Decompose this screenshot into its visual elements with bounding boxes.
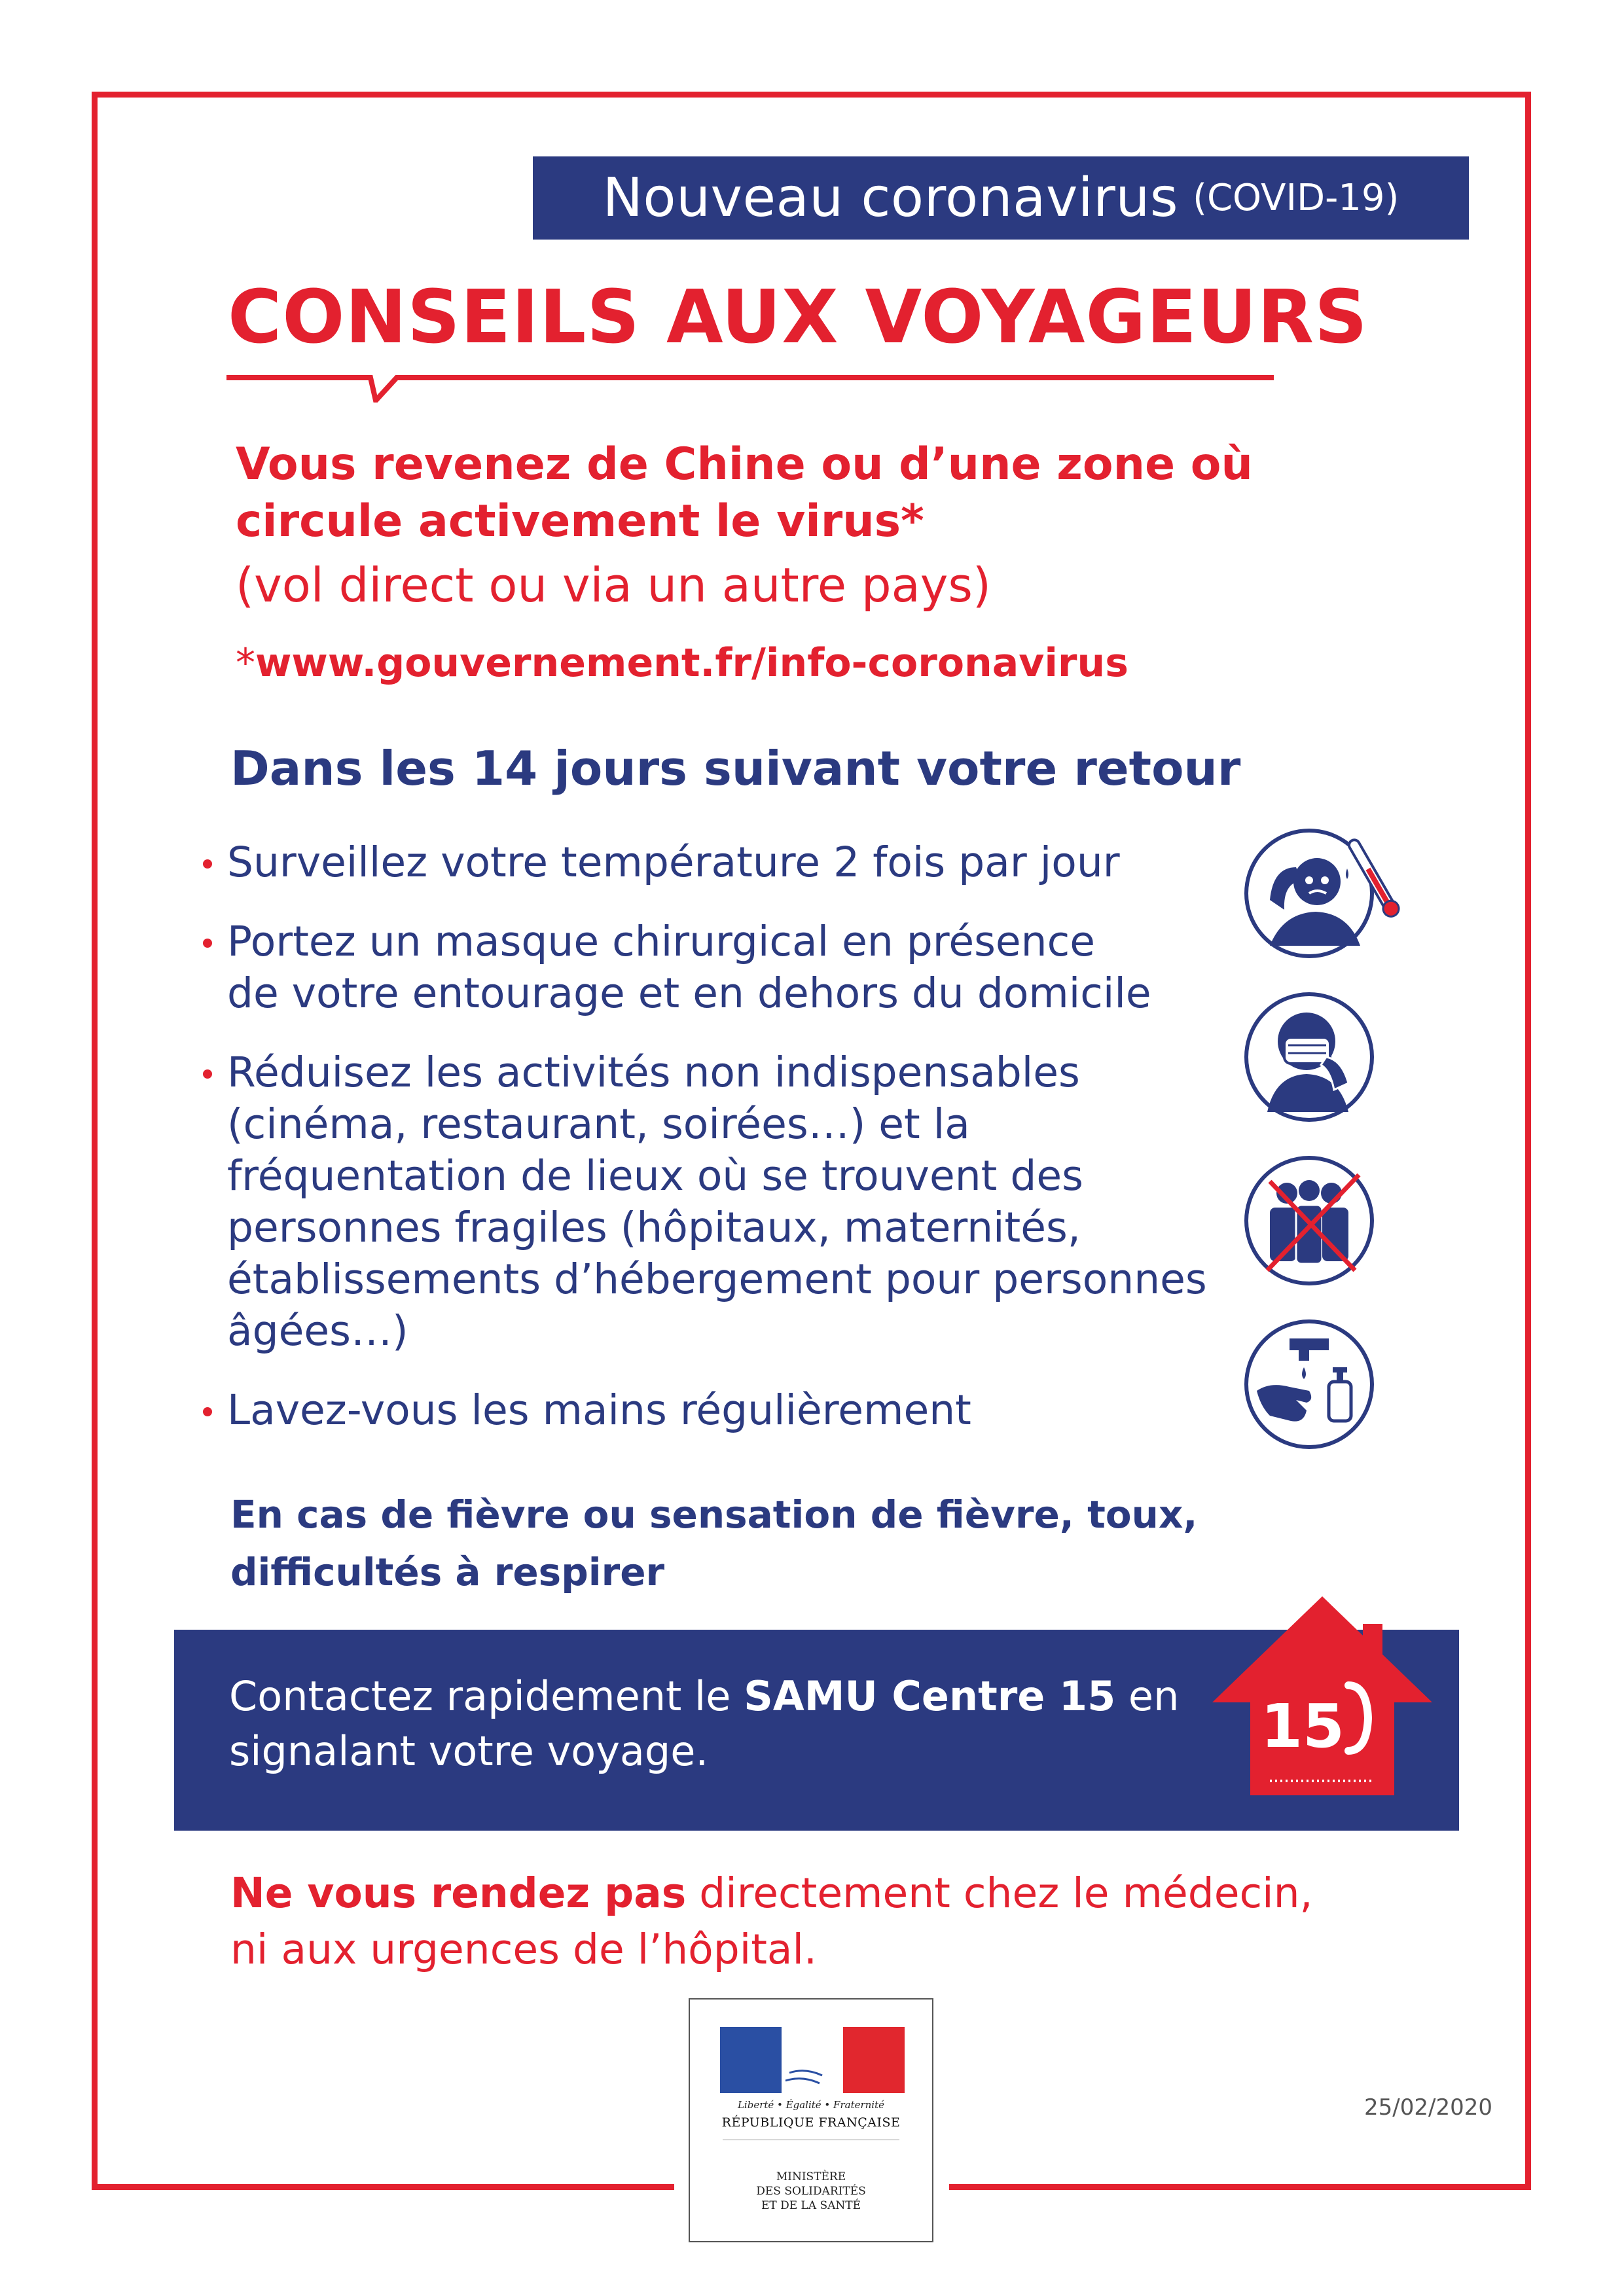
advice-line: Surveillez votre température 2 fois par jour [227,838,1120,886]
warning-line-2: ni aux urgences de l’hôpital. [230,1926,818,1973]
samu-15-badge: 15 [1260,1691,1345,1761]
warning-strong: Ne vous rendez pas [230,1869,687,1917]
advice-line: âgées…) [227,1307,408,1355]
intro-line-2: circule activement le virus* [236,495,924,547]
header-title: Nouveau coronavirus [602,167,1179,229]
marianne-flag-icon [720,2027,905,2093]
advice-line: établissements d’hébergement pour personnes [227,1255,1207,1303]
info-link[interactable]: www.gouvernement.fr/info-coronavirus [255,640,1128,686]
samu-label: SAMU Centre 15 [744,1672,1116,1720]
advice-line: fréquentation de lieux où se trouvent des [227,1152,1083,1200]
page-title: CONSEILS AUX VOYAGEURS [228,275,1368,360]
contact-line-1 [229,1669,1179,1724]
ministry-line-1: MINISTÈRE [776,2170,846,2183]
frame-bottom-right [949,2184,1531,2190]
symptoms-text [230,1486,1197,1601]
advice-line: personnes fragiles (hôpitaux, maternités, [227,1204,1081,1251]
advice-line: Lavez-vous les mains régulièrement [227,1386,971,1434]
bullet-icon [203,939,212,948]
advice-item-temperature [196,836,1244,888]
hand-washing-icon [1244,1319,1375,1450]
contact-text [229,1669,1179,1779]
advice-item-hands [196,1384,1244,1436]
frame-bottom-left [92,2184,674,2190]
ministry-line-3: ET DE LA SANTÉ [761,2199,861,2212]
advice-line: (cinéma, restaurant, soirées…) et la [227,1100,970,1148]
advice-line: Réduisez les activités non indispensables [227,1049,1080,1096]
no-gathering-icon [1244,1155,1375,1286]
header-banner [533,156,1469,240]
ministry-line-2: DES SOLIDARITÉS [756,2185,866,2198]
government-logo [689,1998,933,2242]
frame-top [92,92,1531,98]
contact-prefix: Contactez rapidement le [229,1672,744,1720]
advice-item-mask [196,916,1244,1019]
symptoms-line-2: difficultés à respirer [230,1550,665,1594]
advice-item-activities [196,1047,1244,1357]
info-link-row [236,640,1128,686]
header-subtitle: (COVID-19) [1193,177,1399,219]
intro-note: (vol direct ou via un autre pays) [236,558,991,613]
bullet-icon [203,1069,212,1079]
publication-date: 25/02/2020 [1364,2094,1492,2121]
advice-list [196,836,1244,1463]
contact-line-2: signalant votre voyage. [229,1727,709,1775]
logo-ministry [690,2170,932,2213]
advice-line: Portez un masque chirurgical en présence [227,918,1095,965]
link-asterisk: * [236,640,255,686]
bullet-icon [203,1407,212,1416]
thermometer-icon [1244,828,1427,959]
logo-motto: Liberté • Égalité • Fraternité [737,2099,885,2111]
bullet-icon [203,859,212,869]
contact-suffix: en [1115,1672,1180,1720]
frame-right [1525,92,1531,2190]
frame-left [92,92,98,2190]
warning-rest: directement chez le médecin, [686,1869,1313,1917]
advice-line: de votre entourage et en dehors du domicile [227,969,1151,1017]
samu-15-house-icon [1204,1587,1440,1823]
intro-line-1: Vous revenez de Chine ou d’une zone où [236,439,1253,490]
period-heading: Dans les 14 jours suivant votre retour [230,741,1241,796]
mask-icon [1244,992,1375,1122]
symptoms-line-1: En cas de fièvre ou sensation de fièvre, toux, [230,1492,1198,1537]
logo-republic: RÉPUBLIQUE FRANÇAISE [721,2115,901,2130]
warning-text [230,1865,1313,1978]
warning-line-1 [230,1865,1313,1922]
speech-bubble-underline [226,357,1274,403]
